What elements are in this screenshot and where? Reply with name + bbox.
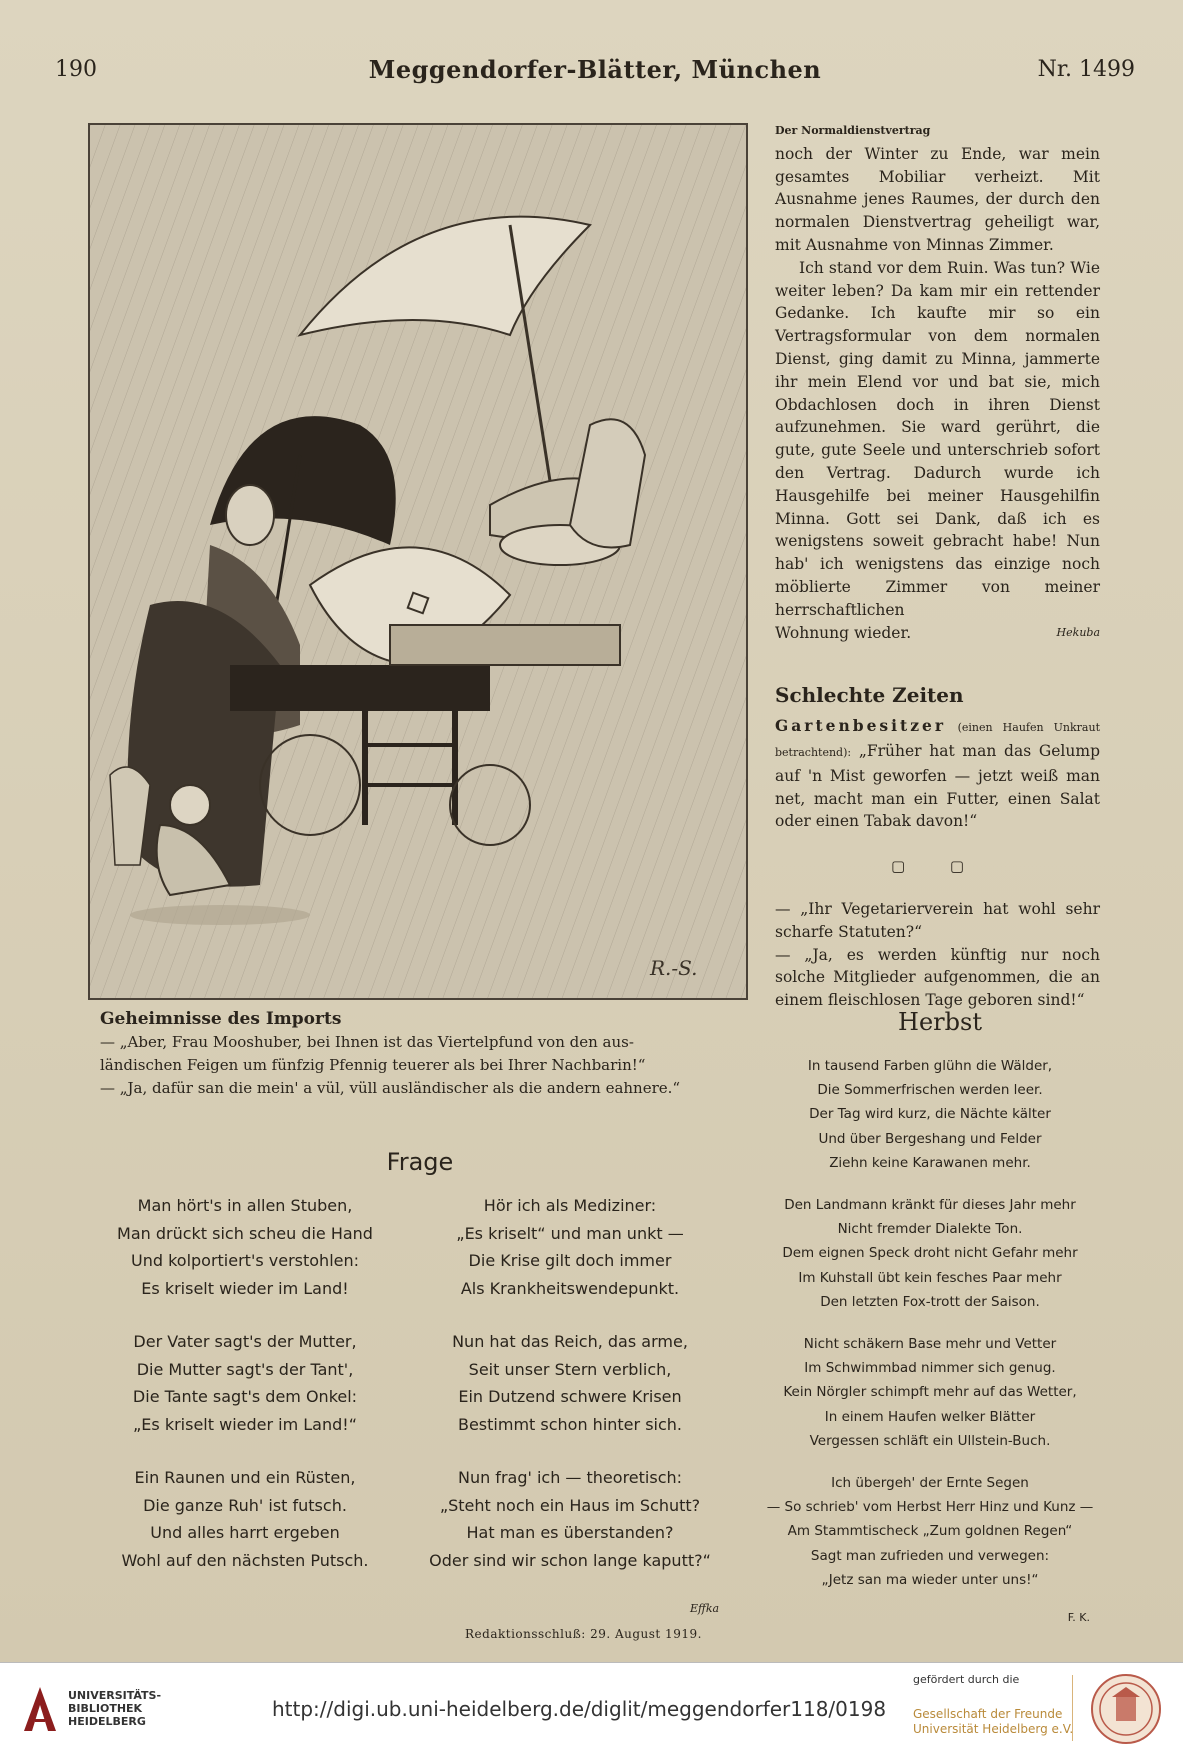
poem-line: „Es kriselt“ und man unkt — [456, 1223, 684, 1243]
poem-stanza [95, 1328, 395, 1438]
poem-line: Und kolportiert's verstohlen: [130, 1251, 360, 1270]
poem-line: Der Tag wird kurz, die Nächte kälter [809, 1106, 1051, 1123]
poem-stanza [410, 1464, 730, 1574]
poem-author: Effka [690, 1602, 720, 1615]
article-paragraph-end: Wohnung wieder. [775, 623, 912, 642]
section-title: Schlechte Zeiten [775, 683, 964, 708]
poem-line: Den letzten Fox-trott der Saison. [820, 1293, 1040, 1310]
illustration [88, 123, 748, 1000]
poem-line: Im Schwimmbad nimmer sich genug. [804, 1360, 1056, 1377]
poem-stanza [410, 1328, 730, 1438]
poem-line: Sagt man zufrieden und verwegen: [810, 1547, 1050, 1564]
poem-frage-column [410, 1192, 730, 1600]
poem-frage-column [95, 1192, 395, 1600]
footer-bar [0, 1662, 1183, 1754]
poem-line: Der Vater sagt's der Mutter, [133, 1332, 357, 1351]
ornament: ▢ ▢ [890, 857, 985, 876]
poem-herbst [760, 1054, 1100, 1630]
poem-line: Die Sommerfrischen werden leer. [817, 1082, 1043, 1099]
poem-stanza [95, 1464, 395, 1574]
poem-author: F. K. [1067, 1611, 1090, 1625]
poem-line: — So schrieb' vom Herbst Herr Hinz und Kunz — [766, 1499, 1094, 1516]
poem-line: Es kriselt wieder im Land! [141, 1278, 349, 1298]
poem-line: Den Landmann kränkt für dieses Jahr mehr [784, 1197, 1076, 1214]
poem-line: In einem Haufen welker Blätter [824, 1408, 1036, 1425]
poem-line: Die Mutter sagt's der Tant', [136, 1359, 354, 1379]
library-name: UNIVERSITÄTS- BIBLIOTHEK HEIDELBERG [68, 1689, 162, 1728]
dialog-line: — „Ihr Vegetarierverein hat wohl sehr scharfe Statuten?“ [775, 899, 1100, 941]
page-header [55, 55, 1135, 91]
poem-line: Man hört's in allen Stuben, [137, 1196, 353, 1215]
caption-line: ländischen Feigen um fünfzig Pfennig teuerer als bei Ihrer Nachbarin!“ [100, 1056, 646, 1074]
poem-line: Nun hat das Reich, das arme, [452, 1332, 688, 1351]
poem-stanza [760, 1332, 1100, 1453]
poem-line: Kein Nörgler schimpft mehr auf das Wetter, [783, 1384, 1077, 1401]
poem-line: „Steht noch ein Haus im Schutt? [439, 1495, 701, 1515]
poem-line: Ich übergeh' der Ernte Segen [831, 1475, 1029, 1492]
dialog-line: — „Ja, es werden künftig nur noch solche Mitglieder aufgenommen, die an einem fleischlosen Tage geboren sind!“ [775, 945, 1100, 1010]
article-author: Hekuba [1056, 625, 1100, 639]
poem-line: Ein Dutzend schwere Krisen [458, 1387, 682, 1406]
poem-line: In tausend Farben glühn die Wälder, [807, 1058, 1053, 1074]
poem-line: Die Tante sagt's dem Onkel: [132, 1387, 358, 1406]
poem-line: Hat man es überstanden? [466, 1523, 674, 1542]
poem-line: Und alles harrt ergeben [150, 1523, 340, 1542]
society-name: Gesellschaft der Freunde Universität Heidelberg e.V. [913, 1707, 1074, 1736]
poem-stanza [760, 1054, 1100, 1175]
poem-line: Ein Raunen und ein Rüsten, [134, 1468, 356, 1487]
article-paragraph: Ich stand vor dem Ruin. Was tun? Wie weiter leben? Da kam mir ein rettender Gedanke. Ich kaufte mir so ein Vertragsformular von dem normalen Dienst, ging damit zu Minna, jammerte ihr mein Elend vor und bat sie, mich Obdachlosen doch in ihren Dienst aufzunehmen. Sie ward gerührt, die gute, gute Seele und unterschrieb sofort den Vertrag. Dadurch wurde ich Hausgehilfe bei meiner Hausgehilfin Minna. Gott sei Dank, daß ich es wenigstens soweit gebracht habe! Nun hab' ich wenigstens das einzige noch möblierte Zimmer von meiner herrschaftlichen [775, 258, 1100, 619]
page-number: 190 [55, 57, 97, 82]
article-paragraph: noch der Winter zu Ende, war mein gesamtes Mobiliar verheizt. Mit Ausnahme jenes Raumes, der durch den normalen Dienstvertrag geheiligt war, mit Ausnahme von Minnas Zimmer. [775, 144, 1100, 254]
society-seal-icon [1090, 1673, 1162, 1745]
poem-stanza [760, 1471, 1100, 1592]
poem-line: „Jetz san ma wieder unter uns!“ [821, 1571, 1039, 1588]
poem-line: Am Stammtischeck „Zum goldnen Regen“ [787, 1523, 1073, 1540]
poem-line: Vergessen schläft ein Ullstein-Buch. [809, 1432, 1051, 1449]
poem-line: Dem eignen Speck droht nicht Gefahr mehr [782, 1245, 1078, 1262]
poem-stanza [410, 1192, 730, 1302]
poem-line: Im Kuhstall übt kein fesches Paar mehr [798, 1269, 1062, 1286]
caption [100, 1008, 740, 1100]
poem-line: Man drückt sich scheu die Hand [117, 1223, 373, 1243]
library-logo-icon [20, 1683, 60, 1735]
caption-title: Geheimnisse des Imports [100, 1009, 342, 1029]
poem-line: Nicht fremder Dialekte Ton. [837, 1221, 1023, 1238]
joke-speaker: Gartenbesitzer [775, 716, 947, 736]
caption-line: — „Aber, Frau Mooshuber, bei Ihnen ist das Viertelpfund von den aus- [100, 1033, 634, 1051]
poem-title: Frage [386, 1148, 454, 1176]
illustration-signature: R.-S. [650, 956, 698, 980]
poem-line: Oder sind wir schon lange kaputt?“ [429, 1550, 711, 1570]
poem-line: Ziehn keine Karawanen mehr. [829, 1154, 1031, 1171]
poem-line: Hör ich als Mediziner: [483, 1196, 657, 1215]
poem-line: Bestimmt schon hinter sich. [457, 1414, 682, 1434]
joke-stage-direction: (einen Haufen Unkraut betrachtend): [775, 721, 1100, 759]
editorial-deadline: Redaktionsschluß: 29. August 1919. [465, 1627, 702, 1641]
masthead: Meggendorfer-Blätter, München [368, 55, 822, 84]
funded-by-text: gefördert durch die [913, 1673, 1020, 1686]
poem-line: Nun frag' ich — theoretisch: [457, 1468, 683, 1487]
source-url[interactable]: http://digi.ub.uni-heidelberg.de/diglit/meggendorfer118/0198 [272, 1697, 887, 1721]
joke-paragraph [775, 715, 1100, 833]
caption-line: — „Ja, dafür san die mein' a vül, vüll ausländischer als die andern eahnere.“ [100, 1079, 681, 1097]
poem-title: Herbst [898, 1008, 982, 1036]
article-signature-line [775, 622, 1100, 645]
poem-line: Wohl auf den nächsten Putsch. [121, 1550, 369, 1570]
poem-line: Die ganze Ruh' ist futsch. [143, 1495, 347, 1515]
poem-line: „Es kriselt wieder im Land!“ [133, 1414, 357, 1434]
poem-line: Als Krankheitswendepunkt. [460, 1278, 680, 1298]
poem-line: Die Krise gilt doch immer [468, 1251, 672, 1270]
article-running-head: Der Normaldienstvertrag [775, 124, 931, 137]
poem-line: Nicht schäkern Base mehr und Vetter [803, 1336, 1057, 1353]
joke-text: „Früher hat man das Gelump auf 'n Mist geworfen — jetzt weiß man net, macht man ein Futter, einen Salat oder einen Tabak davon!“ [775, 741, 1100, 831]
poem-line: Und über Bergeshang und Felder [818, 1130, 1042, 1147]
issue-number: Nr. 1499 [1037, 57, 1135, 82]
poem-stanza [95, 1192, 395, 1302]
poem-stanza [760, 1193, 1100, 1314]
right-column [775, 120, 1100, 1012]
poem-line: Seit unser Stern verblich, [468, 1359, 672, 1379]
illustration-drawing [90, 125, 746, 998]
